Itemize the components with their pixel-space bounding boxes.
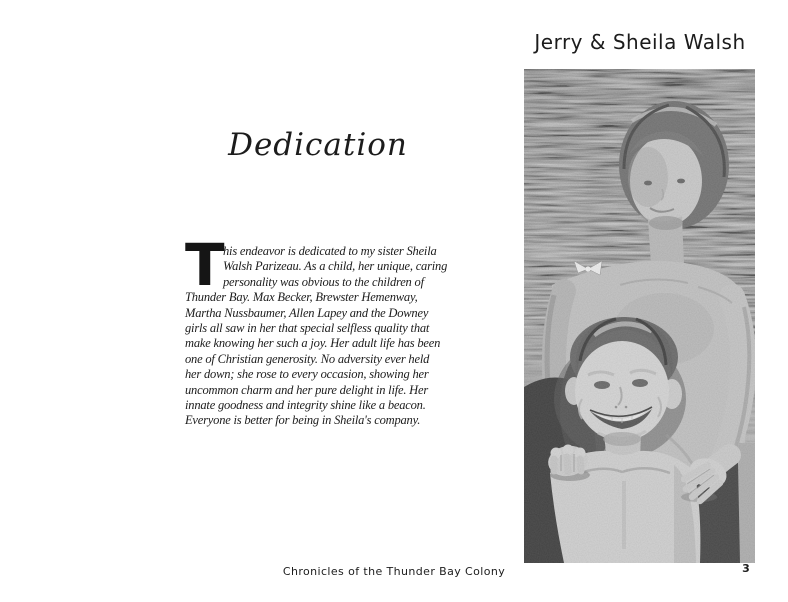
dedication-line: his endeavor is dedicated to my sister Sheila bbox=[223, 244, 437, 258]
photo-page-title: Jerry & Sheila Walsh bbox=[534, 30, 746, 54]
dedication-line: Walsh Parizeau. As a child, her unique, caring bbox=[223, 259, 448, 274]
dedication-line: innate goodness and integrity shine like a beacon. bbox=[185, 398, 426, 413]
page-number: 3 bbox=[742, 562, 750, 575]
dedication-lines bbox=[185, 231, 515, 429]
dedication-line: one of Christian generosity. No adversity ever held bbox=[185, 351, 430, 366]
photo-jerry-sheila bbox=[524, 69, 755, 563]
dedication-line: make knowing her such a joy. Her adult life has been bbox=[185, 336, 441, 351]
dedication-line: girls all saw in her that special selfless quality that bbox=[185, 321, 430, 336]
dedication-line: Thunder Bay. Max Becker, Brewster Hemenway, bbox=[185, 290, 418, 305]
dedication-line: personality was obvious to the children of bbox=[223, 274, 424, 289]
photo-grain bbox=[524, 69, 755, 563]
dedication-line: her down; she rose to every occasion, showing her bbox=[185, 367, 429, 382]
book-title-footer: Chronicles of the Thunder Bay Colony bbox=[282, 565, 506, 578]
dedication-body bbox=[185, 231, 515, 429]
drop-cap-t: T bbox=[185, 231, 225, 299]
dedication-line: Everyone is better for being in Sheila's company. bbox=[185, 413, 421, 428]
dedication-line: Martha Nussbaumer, Allen Lapey and the Downey bbox=[185, 305, 429, 320]
dedication-heading: Dedication bbox=[228, 127, 408, 163]
photo-illustration bbox=[524, 69, 755, 563]
dedication-line: uncommon charm and her pure delight in life. Her bbox=[185, 382, 429, 397]
